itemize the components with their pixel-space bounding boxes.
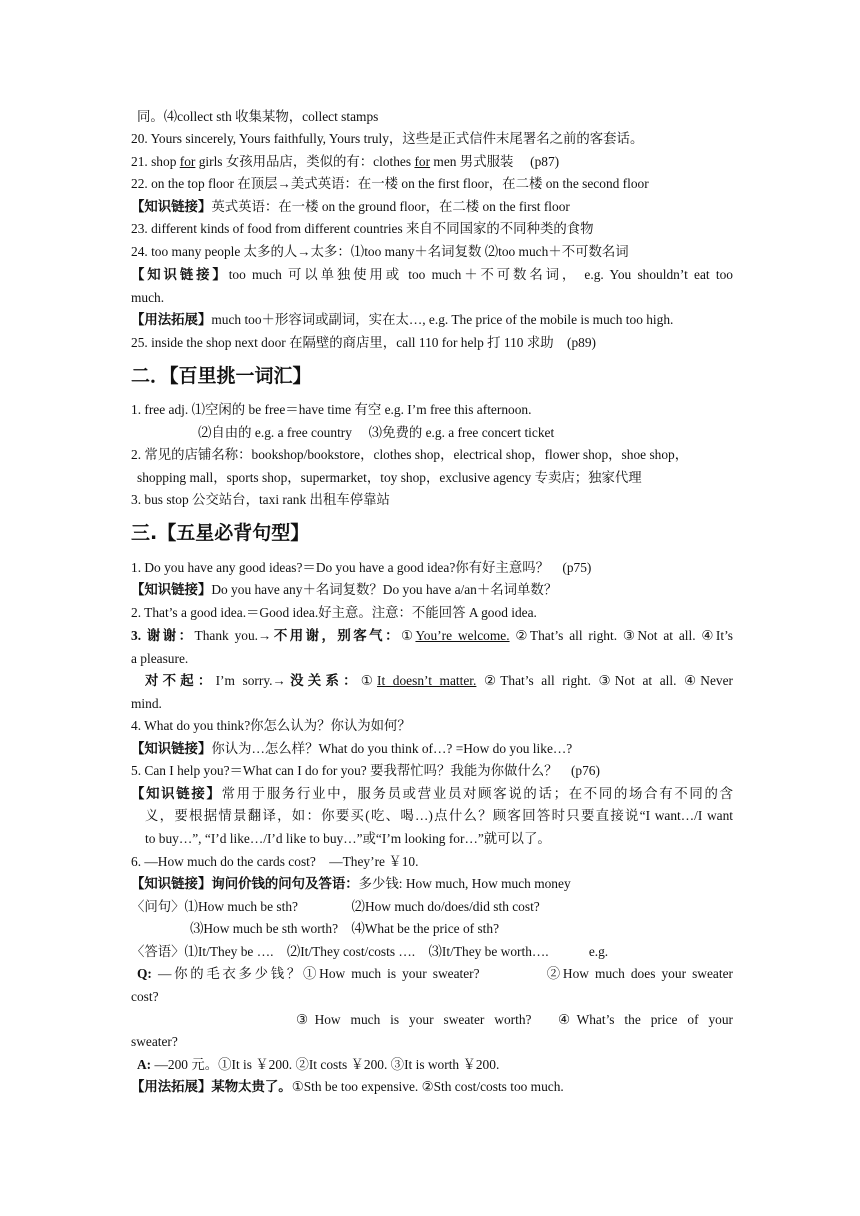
section-label: 【知识链接】 (131, 582, 212, 597)
text-line (131, 309, 733, 332)
bold-run: 3. 谢谢： (131, 628, 195, 643)
answer-label: A: (137, 1057, 152, 1072)
text-run: ① (400, 628, 416, 643)
underlined-word: for (179, 154, 196, 169)
section-label: 【知识链接】 (131, 199, 212, 214)
text-run: —你的毛衣多少钱？①How much is your sweater? ②How much does your sweater (151, 966, 733, 981)
text-line: cost? (131, 989, 159, 1004)
text-line (131, 579, 733, 602)
text-run: 你认为…怎么样？What do you think of…? =How do you like…? (211, 741, 573, 756)
text-line: 义，要根据情景翻译，如：你要买(吃、喝…)点什么？顾客回答时只要直接说“I want…/I want (145, 808, 733, 823)
text-line: 3. bus stop 公交站台，taxi rank 出租车停靠站 (131, 492, 390, 507)
underlined-word: for (414, 154, 431, 169)
text-line (137, 963, 733, 986)
text-line: 25. inside the shop next door 在隔壁的商店里，call 110 for help 打 110 求助 (p89) (131, 335, 597, 350)
text-line: ③How much is your sweater worth? ④What’s the price of your (296, 1012, 733, 1027)
text-line (131, 264, 733, 287)
text-run: 英式英语：在一楼 on the ground floor，在二楼 on the first floor (211, 199, 570, 214)
text-line: 2. That’s a good idea.＝Good idea.好主意。注意：不能回答 A good idea. (131, 605, 537, 620)
text-run: men 男式服装 (p87) (430, 154, 560, 169)
section-label: 【知识链接】 (131, 786, 222, 801)
text-line: ⑵自由的 e.g. a free country ⑶免费的 e.g. a free concert ticket (198, 425, 555, 440)
text-line: mind. (131, 696, 162, 711)
section-heading: 二．【百里挑一词汇】 (131, 365, 312, 387)
section-label: 【知识链接】 (131, 741, 212, 756)
text-line: 〈问句〉⑴How much be sth? ⑵How much do/does/did sth cost? (131, 899, 540, 914)
text-line: a pleasure. (131, 651, 189, 666)
underlined-phrase: You’re welcome. (415, 628, 510, 643)
text-line: 2. 常见的店铺名称：bookshop/bookstore，clothes shop，electrical shop，flower shop，shoe shop， (131, 447, 689, 462)
text-line: 1. free adj. ⑴空闲的 be free＝have time 有空 e.g. I’m free this afternoon. (131, 402, 532, 417)
text-line (131, 738, 733, 761)
bold-run: 不用谢，别客气： (271, 628, 401, 643)
text-run: 多少钱: How much, How much money (358, 876, 571, 891)
text-line (131, 196, 733, 219)
text-line: 20. Yours sincerely, Yours faithfully, Yours truly，这些是正式信件末尾署名之前的客套话。 (131, 131, 644, 146)
text-line: shopping mall，sports shop，supermarket，toy shop，exclusive agency 专卖店；独家代理 (137, 470, 642, 485)
text-line: much. (131, 290, 165, 305)
text-run: 21. shop (131, 154, 180, 169)
text-run: ①Sth be too expensive. ②Sth cost/costs too much. (291, 1079, 564, 1094)
text-line (131, 625, 733, 648)
text-line: 23. different kinds of food from different countries 来自不同国家的不同种类的食物 (131, 221, 594, 236)
text-line (131, 1076, 733, 1099)
text-line: 22. on the top floor 在顶层→美式英语：在一楼 on the first floor，在二楼 on the second floor (131, 176, 649, 191)
section-label: 【用法拓展】 (131, 312, 212, 327)
text-run: Do you have any＋名词复数？Do you have a/an＋名词单数？ (211, 582, 558, 597)
text-run: ②That’s all right. ③Not at all. ④It’s (509, 628, 733, 643)
text-line: 6. —How much do the cards cost? —They’re ￥10. (131, 854, 419, 869)
section-label: 【知识链接】询问价钱的问句及答语： (131, 876, 359, 891)
bold-run: 没关系： (285, 673, 361, 688)
text-line: 同。⑷collect sth 收集某物，collect stamps (137, 109, 379, 124)
text-run: I’m sorry.→ (215, 673, 286, 688)
text-line: 〈答语〉⑴It/They be …. ⑵It/They cost/costs …. ⑶It/They be worth…. e.g. (131, 944, 609, 959)
text-run: —200 元。①It is ￥200. ②It costs ￥200. ③It is worth ￥200. (151, 1057, 500, 1072)
text-line (131, 151, 733, 174)
text-line: sweater? (131, 1034, 178, 1049)
underlined-phrase: It doesn’t matter. (377, 673, 477, 688)
text-line (145, 670, 733, 693)
text-line: 24. too many people 太多的人→太多：⑴too many＋名词复数 ⑵too much＋不可数名词 (131, 244, 629, 259)
text-run: Thank you.→ (194, 628, 272, 643)
text-line: 4. What do you think?你怎么认为？你认为如何？ (131, 718, 411, 733)
text-run: 常用于服务行业中，服务员或营业员对顾客说的话；在不同的场合有不同的含 (221, 786, 733, 801)
section-label: 【知识链接】 (131, 267, 229, 282)
text-line (131, 873, 733, 896)
text-run: girls 女孩用品店，类似的有：clothes (195, 154, 415, 169)
text-line (131, 783, 733, 806)
text-line (137, 1054, 739, 1077)
text-line: 5. Can I help you?＝What can I do for you? 要我帮忙吗？我能为你做什么？ (p76) (131, 763, 600, 778)
question-label: Q: (137, 966, 152, 981)
text-run: ① (360, 673, 377, 688)
text-run: much too＋形容词或副词，实在太…, e.g. The price of the mobile is much too high. (211, 312, 674, 327)
text-line: to buy…”, “I’d like…/I’d like to buy…”或“I’m looking for…”就可以了。 (145, 831, 551, 846)
text-run: ②That’s all right. ③Not at all. ④Never (476, 673, 733, 688)
text-run: too much 可以单独使用或 too much＋不可数名词， e.g. You shouldn’t eat too (228, 267, 733, 282)
text-line: 1. Do you have any good ideas?＝Do you have a good idea?你有好主意吗？ (p75) (131, 560, 592, 575)
section-label: 【用法拓展】某物太贵了。 (131, 1079, 292, 1094)
section-heading: 三.【五星必背句型】 (131, 522, 310, 544)
bold-run: 对不起： (145, 673, 216, 688)
text-line: ⑶How much be sth worth? ⑷What be the price of sth? (190, 921, 500, 936)
